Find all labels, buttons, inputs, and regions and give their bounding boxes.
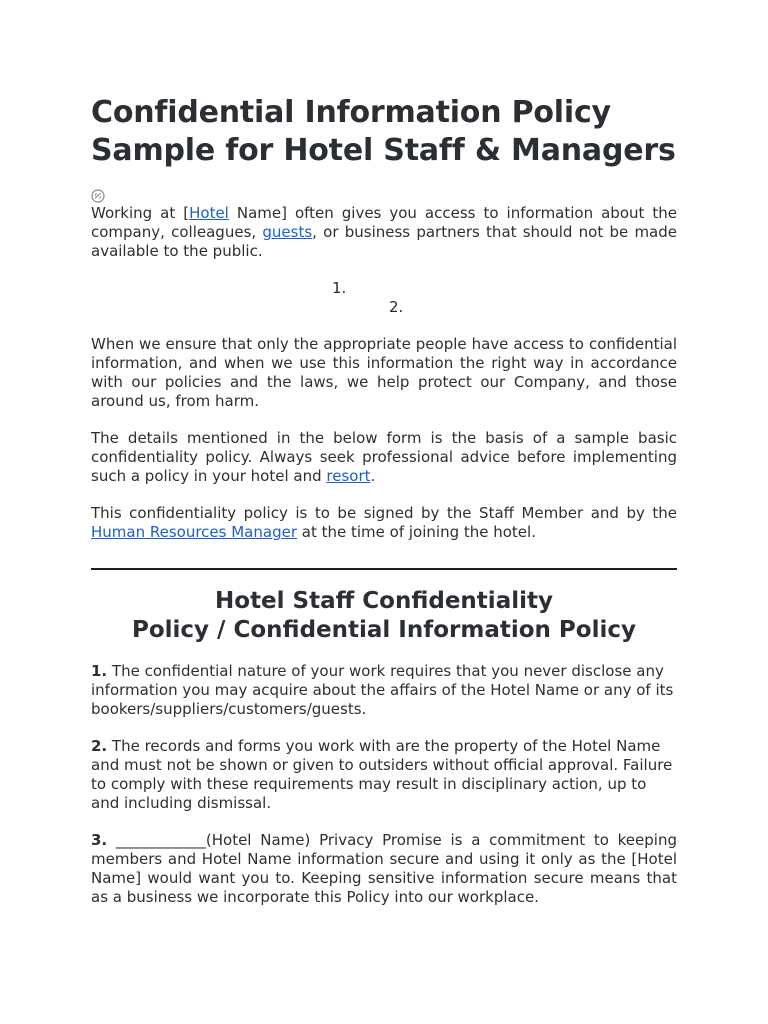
policy-heading-line-1: Hotel Staff Confidentiality xyxy=(215,588,553,614)
list-number-1: 1. xyxy=(332,279,347,297)
guests-link[interactable]: guests xyxy=(262,223,313,241)
document-page xyxy=(91,94,677,907)
resort-link[interactable]: resort xyxy=(326,467,371,485)
numbered-list xyxy=(91,279,677,317)
intro-paragraph-3: The details mentioned in the below form is the basis of a sample basic confidentiality policy. Always seek professional advice before implementing such a policy in your hotel and resort. xyxy=(91,429,677,485)
intro-paragraph-1: Working at [Hotel Name] often gives you access to information about the company, colleagues, guests, or business partners that should not be made available to the public. xyxy=(91,204,677,260)
policy-item-text: The confidential nature of your work requires that you never disclose any information you may acquire about the affairs of the Hotel Name or any of its bookers/suppliers/customers/guests. xyxy=(91,662,674,718)
title-line-2: Sample for Hotel Staff & Managers xyxy=(91,133,676,168)
section-divider xyxy=(91,568,677,570)
icon-row xyxy=(91,188,677,204)
policy-heading xyxy=(91,587,677,645)
policy-item-3 xyxy=(91,831,677,907)
policy-heading-line-2: Policy / Confidential Information Policy xyxy=(132,617,636,643)
hotel-link[interactable]: Hotel xyxy=(189,204,229,222)
policy-item-text: ____________(Hotel Name) Privacy Promise is a commitment to keeping members and Hotel Name information secure and using it only as the [Hotel Name] would want you to. Keeping sensitive information secure means that as a business we incorporate this Policy into our workplace. xyxy=(91,831,677,906)
title-line-1: Confidential Information Policy xyxy=(91,95,611,130)
page-title xyxy=(91,94,677,170)
circle-link-icon[interactable] xyxy=(91,189,105,203)
policy-item-number: 1. xyxy=(91,662,108,680)
policy-item-2 xyxy=(91,737,677,813)
intro-paragraph-4: This confidentiality policy is to be signed by the Staff Member and by the Human Resources Manager at the time of joining the hotel. xyxy=(91,504,677,541)
policy-item-number: 2. xyxy=(91,737,108,755)
list-number-2: 2. xyxy=(389,298,404,316)
policy-item-1 xyxy=(91,662,677,719)
policy-item-text: The records and forms you work with are the property of the Hotel Name and must not be shown or given to outsiders without official approval. Failure to comply with these requirements may result in disciplinary action, up to and including dismissal. xyxy=(91,737,673,812)
intro-paragraph-2: When we ensure that only the appropriate people have access to confidential information, and when we use this information the right way in accordance with our policies and the laws, we help protect our Company, and those around us, from harm. xyxy=(91,335,677,410)
policy-item-number: 3. xyxy=(91,831,108,849)
human-resources-manager-link[interactable]: Human Resources Manager xyxy=(91,523,297,541)
